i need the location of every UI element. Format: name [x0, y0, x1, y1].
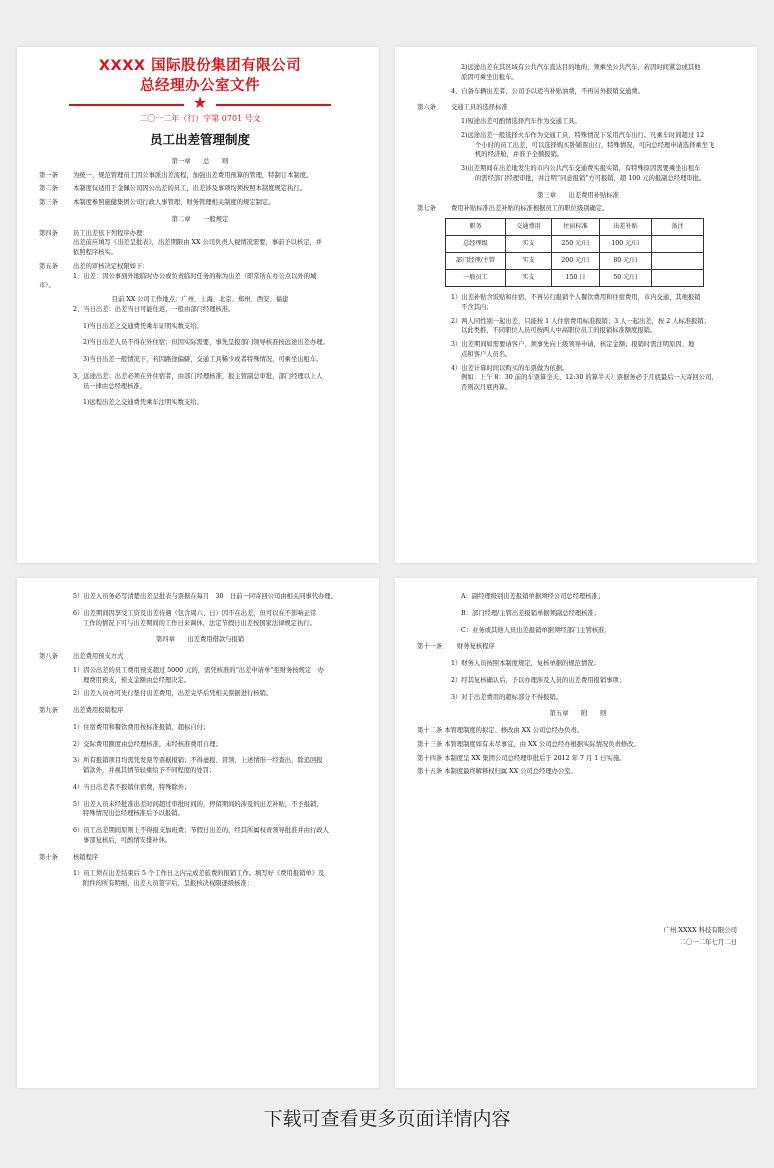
- paragraph-line: 否则次月底再算。: [461, 384, 512, 391]
- table-cell: 50 元/日: [600, 270, 652, 287]
- table-row: [446, 253, 704, 270]
- paragraph-line: 销款外，并视其情节轻重给予不同程度的处罚；: [83, 767, 216, 774]
- table-cell: 实支: [506, 270, 552, 287]
- article: [417, 103, 739, 113]
- chapter-heading: 第二章 一般规定: [171, 215, 229, 223]
- paragraph-line: 6）员工出差期间原则上不得报支加班费；节假日出差的，经其所属权责领导批准并由行政人: [73, 827, 329, 834]
- allowance-table: [445, 218, 704, 287]
- table-cell: 100 元/日: [600, 236, 652, 253]
- paragraph-line: 员一律由总经理核准。: [83, 382, 146, 390]
- document-page-2: [395, 47, 757, 563]
- paragraph-line: 工作的情况下可与出差期间的工作日来调休，法定节假日出差按国家法律规定执行。: [83, 619, 316, 627]
- table-cell: [652, 253, 704, 270]
- table-cell: 250 元/日: [552, 236, 600, 253]
- paragraph-line: 2）两人同性别一起出差，只能按 1 人住宿费用标准报销；3 人一起出差，按 2 人标准报销；: [451, 317, 711, 325]
- table-row: [446, 236, 704, 253]
- paragraph-line: 1)当日出差之交通费凭乘车证明实数支给。: [83, 322, 203, 330]
- paragraph-line: 出差前应填写《出差呈批表》，出差期限由 XX 公司负责人视情况需要，事前予以核定，并: [73, 239, 323, 247]
- article-text: 交通工具的选择标准: [451, 104, 508, 112]
- article-text: 本制度仅适用于金佩公司因公出差的员工，出差涉及事项均须按照本制度规定执行。: [73, 185, 306, 193]
- article: [417, 204, 739, 214]
- article-number: 第十条: [39, 853, 58, 861]
- paragraph-line: 机的经济舱，并准予全额报销。: [475, 151, 564, 159]
- paragraph-line: 1)短途出差可酌情选择汽车作为交通工具。: [461, 118, 581, 125]
- table-header: 职务: [446, 219, 506, 236]
- article-text: 员工出差依下列程序办理：: [73, 229, 149, 237]
- chapter-heading: 第五章 附 则: [549, 710, 607, 718]
- paragraph-line: 4、自备车辆出差者，公司予以适当补贴油费，不再另外报销交通费。: [451, 87, 644, 95]
- chapter-heading: 第四章 出差费用借款与报销: [155, 636, 245, 644]
- paragraph-line: 2)远途出差在其区域有公共汽车直达目的地的，须乘坐公共汽车，若因时间紧急或其他: [461, 64, 701, 71]
- article-text: 出差费用预支方式: [73, 653, 124, 660]
- document-page-1: [17, 47, 379, 563]
- table-cell: 一般员工: [446, 270, 506, 287]
- paragraph-line: 5）出差人员未经批准出差时间超过审批时间的，停留期间的涉及的出差补贴，不予报销，: [73, 800, 323, 808]
- paragraph-line: 1）住宿费用和餐饮费用按标准报销，超标自付；: [73, 723, 210, 731]
- paragraph-line: 个小时的员工出差，可以选择购买卧铺票出行，特殊情况，可向总经理申请选择乘坐飞: [475, 141, 715, 149]
- table-cell: [652, 236, 704, 253]
- article-line: 第十五条 本制度最终解释权归属 XX 公司总经理办公室。: [417, 768, 577, 776]
- article: [39, 262, 361, 272]
- paragraph-line: 原因可乘坐出租车。: [461, 73, 518, 81]
- article-number: 第六条: [417, 104, 436, 112]
- chapter-heading: 第一章 总 则: [171, 157, 229, 165]
- table-cell: 80 元/日: [600, 253, 652, 270]
- article-number: 第二条: [39, 185, 58, 193]
- article-number: 第三条: [39, 199, 58, 207]
- paragraph-line: 2)远途出差一般选择火车作为交通工具，特殊情况下采用汽车出行。凡乘车时间超过 12: [461, 131, 705, 139]
- article-text: 出差费用报销程序: [73, 707, 124, 714]
- table-cell: 200 元/日: [552, 253, 600, 270]
- article-number: 第五条: [39, 262, 58, 270]
- red-divider: [39, 93, 361, 113]
- table-header: 备注: [652, 219, 704, 236]
- article-number: 第十一条: [417, 643, 443, 651]
- paragraph-line: 2)当日出差人员不得在外住宿；但因实际需要，事先呈报部门领导核准按远途出差办理。: [83, 339, 329, 347]
- article-number: 第一条: [39, 171, 58, 179]
- chapter-heading: 第三章 出差费用补贴标准: [537, 191, 619, 199]
- paragraph-line: 点和客户人员名。: [461, 350, 512, 358]
- paragraph-line: 3）出差期间如需要请客户，须事先向上级领导申请，核定金额；报销时需注明原因、地: [451, 341, 695, 348]
- paragraph-line: 4）当日出差者不报销住宿费，特殊除外；: [73, 783, 191, 791]
- paragraph-line: 特殊情况出总经理核准后予以报销。: [83, 810, 184, 818]
- office-name: 总经理办公室文件: [140, 77, 260, 94]
- paragraph-line: 2）经其复核确认后，予以办理涉及人员的出差费用报销事项；: [451, 676, 626, 684]
- company-name: XXXX 国际股份集团有限公司: [98, 58, 302, 74]
- table-cell: 部门经理/主管: [446, 253, 506, 270]
- paragraph-line: 2、当日出差：出差当日可能往返，一般由部门经理核准。: [73, 305, 235, 313]
- article-text: 为统一、规范管理员工因公事派出差流程，加强出差费用预算的管理，特制订本制度。: [73, 171, 313, 179]
- paragraph-line: 的需经部门经理审批，并注明“同意报销”方可报销，超 100 元的报副总经理审批。: [475, 174, 706, 182]
- table-cell: [652, 270, 704, 287]
- article-text: 出差的审核决定权限如下：: [73, 262, 149, 270]
- article-number: 第七条: [417, 205, 436, 213]
- paragraph-line: 3）对于出差费用的超标部分不得报销。: [451, 693, 563, 701]
- paragraph-line: 2）交际费用额度由总经理核准，未经核准费用自理；: [73, 740, 222, 748]
- article-text: 核销程序: [73, 853, 99, 861]
- article: [39, 853, 361, 863]
- paragraph-line: 1）财务人员按照本制度规定，复核单据的规范情况；: [451, 660, 600, 667]
- paragraph-line: 5）出差人员务必写清楚出差呈批表与票据在每月 30 日前一同寄回公司由相关同事代办理。: [73, 593, 337, 600]
- paragraph-line: 1)远程出差之交通费凭乘车注明实数支给。: [83, 399, 203, 407]
- article-text: 本制度参照施健集团公司行政人事管理、财务管理相关制度的规定制定。: [73, 199, 275, 207]
- document-title: 员工出差管理制度: [149, 131, 250, 147]
- paragraph-line: 依照程序核实。: [73, 249, 118, 257]
- paragraph-line: 例如：上午 8：30 前的车票算全天、12:30 的算半天）票据务必于月底最后一天寄回公司，: [461, 374, 718, 382]
- paragraph-line: 3)当日出差一般情况下，若因路途偏僻，交通工具稀少或者特殊情况，可乘坐出租车。: [83, 356, 323, 364]
- table-header-row: [446, 219, 704, 236]
- article-number: 第四条: [39, 229, 58, 237]
- table-header: 交通费用: [506, 219, 552, 236]
- paragraph-line: A：副经理级别出差报销单据须经公司总经理核准；: [461, 593, 605, 600]
- table-cell: 总经理级: [446, 236, 506, 253]
- signature-date: 二〇一二年七月二日: [679, 938, 737, 947]
- paragraph-line: 1、出差：因公事到外地临时办公或负责临时任务的称为出差（即常所在办公点以外的城: [73, 272, 317, 280]
- paragraph-line: C：业务或其他人员出差报销单据须经部门主管核准；: [461, 626, 611, 634]
- paragraph-line: 附件的所有明细，出差人员签字后，呈报核决权限逐级核准：: [83, 880, 254, 887]
- paragraph-line: 6）出差期间因享受工资及出差待遇（包含周六、日）因不在出差，但可以在不影响正常: [73, 609, 317, 617]
- article-number: 第九条: [39, 707, 58, 714]
- paragraph-line: 理费用预支，预支金额由总经理决定。: [83, 676, 191, 684]
- paragraph-line: 4）出差计算时间以购买的车票做为依据。: [451, 364, 569, 372]
- star-icon: ★: [192, 93, 208, 113]
- download-more-caption: 下载可查看更多页面详情内容: [263, 1108, 511, 1130]
- signature-company: 广州 XXXX 科技有限公司: [663, 926, 737, 934]
- article: [39, 198, 361, 208]
- article-text: 费用补贴标准出差补贴的标准根据员工的职位级别确定。: [451, 205, 609, 213]
- table-cell: 实支: [506, 236, 552, 253]
- paragraph-line: 3、远途出差：出差必须在外住宿者，由部门经理核准，报主管副总审批，部门经理以上人: [73, 372, 323, 380]
- document-page-4: [395, 578, 757, 1088]
- paragraph-line: 目前 XX 公司工作地点：广州、上海、北京、郑州、西安、福建: [111, 296, 289, 304]
- table-header: 住宿标准: [552, 219, 600, 236]
- paragraph-line: 事部复核后，可酌情安排补休。: [83, 836, 172, 844]
- document-number: 二〇一二年（行）字第 0701 号文: [139, 114, 261, 124]
- paragraph-line: 1）出差补贴含饭贴和住宿，不再另行报销个人餐饮费用和住宿费用，市内交通、其他报销: [451, 294, 701, 301]
- article: [39, 706, 361, 716]
- paragraph-line: B：部门经理/主管出差报销单据须副总经理核准；: [461, 609, 600, 617]
- article-line: 第十四条 本制度呈 XX 集团公司总经理审批后于 2012 年 7 月 1 日实施。: [417, 754, 626, 762]
- paragraph-line: 市）。: [39, 282, 55, 290]
- table-header: 出差补贴: [600, 219, 652, 236]
- table-row: [446, 270, 704, 287]
- table-cell: 150 日: [552, 270, 600, 287]
- article-line: 第十二条 本管理制度的拟定、修改由 XX 公司总经办负责。: [417, 727, 584, 734]
- document-page-3: [17, 578, 379, 1088]
- paragraph-line: 以此类推，不同职位人员可按两人中高职位员工的报销标准额度报销。: [461, 327, 657, 335]
- article-line: 第十三条 本管理制度如有未尽事宜，由 XX 公司总经办根据实际情况负责修改。: [417, 740, 640, 748]
- article-text: 财务复核程序: [457, 643, 495, 651]
- article: [39, 171, 361, 181]
- paragraph-line: 3）所有报销项目均需凭发票等票据报销；不得虚报、冒领，上述情形一经查出，除追回报: [73, 757, 323, 765]
- paragraph-line: 不含其内；: [461, 303, 493, 311]
- article: [39, 184, 361, 194]
- article-number: 第八条: [39, 653, 58, 660]
- paragraph-line: 2）出差人员亦可先行垫付出差费用，出差完毕后凭相关票据进行核销。: [73, 690, 273, 698]
- signature-block: [664, 924, 737, 948]
- table-cell: 实支: [506, 253, 552, 270]
- article: [417, 642, 739, 652]
- paragraph-line: 3)出差期间在出差地发生的市内公共汽车交通费实报实销，有特殊原因需要乘坐出租车: [461, 165, 701, 172]
- paragraph-line: 1）因公出差的员工费用预支超过 5000 元的，需凭核准的“出差申请单”至财务按规定 办: [73, 666, 324, 674]
- paragraph-line: 1）员工须在出差结束后 5 个工作日之内完成差旅费的报销工作。填写好《费用报销单》及: [73, 870, 325, 878]
- article: [39, 652, 361, 662]
- article: [39, 229, 361, 239]
